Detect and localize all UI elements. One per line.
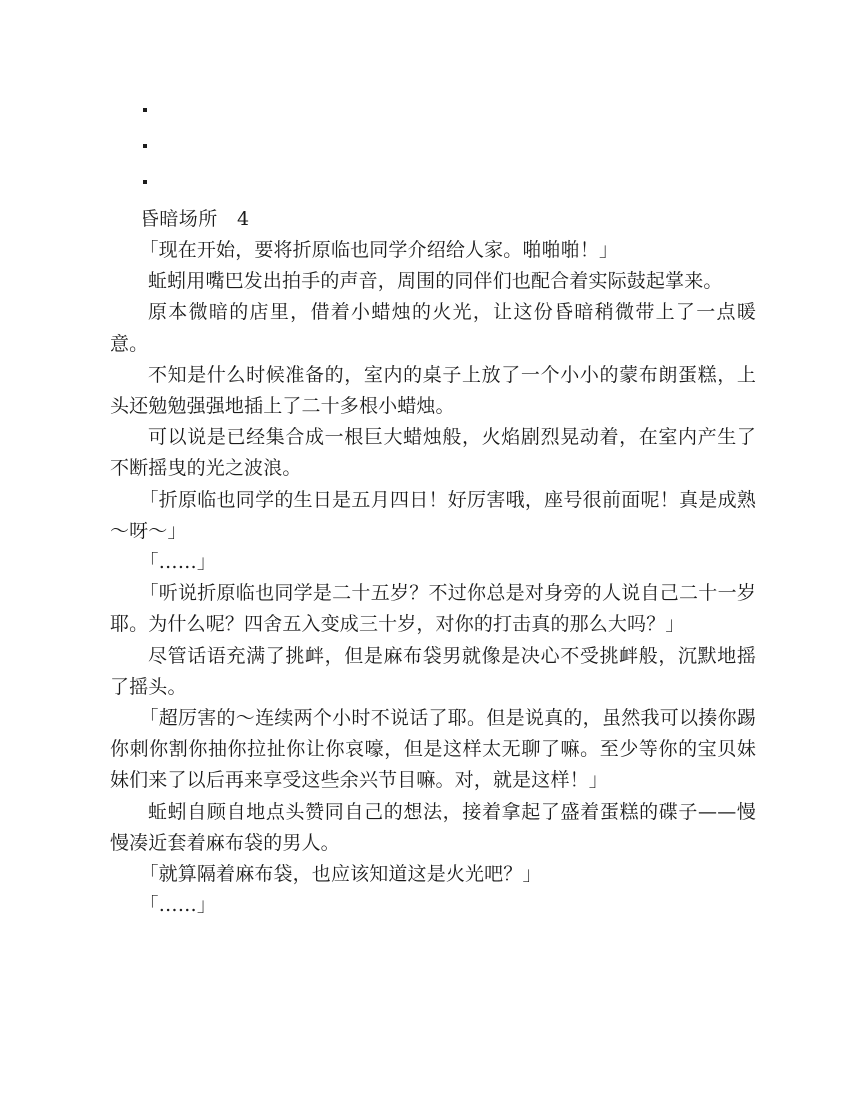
chapter-heading: 昏暗场所 4 <box>140 208 250 230</box>
dialogue-paragraph: 「折原临也同学的生日是五月四日！好厉害哦，座号很前面呢！真是成熟～呀～」 <box>110 488 756 542</box>
dot-marker-line <box>110 168 756 204</box>
narration-paragraph: 蚯蚓自顾自地点头赞同自己的想法，接着拿起了盛着蛋糕的碟子——慢慢凑近套着麻布袋的男人。 <box>110 800 756 854</box>
dot-icon <box>143 144 147 148</box>
dialogue-paragraph: 「现在开始，要将折原临也同学介绍给人家。啪啪啪！」 <box>139 239 619 261</box>
narration-paragraph: 蚯蚓用嘴巴发出拍手的声音，周围的同伴们也配合着实际鼓起掌来。 <box>148 270 723 293</box>
dot-marker-line <box>110 96 756 132</box>
dot-icon <box>143 180 147 184</box>
body-text <box>110 235 756 921</box>
page-content <box>110 96 756 921</box>
narration-paragraph: 尽管话语充满了挑衅，但是麻布袋男就像是决心不受挑衅般，沉默地摇了摇头。 <box>110 644 756 698</box>
dialogue-paragraph: 「听说折原临也同学是二十五岁？不过你总是对身旁的人说自己二十一岁耶。为什么呢？四舍五入变成三十岁，对你的打击真的那么大吗？」 <box>110 582 756 636</box>
dialogue-paragraph: 「……」 <box>139 551 217 574</box>
dot-icon <box>143 108 147 112</box>
narration-paragraph: 可以说是已经集合成一根巨大蜡烛般，火焰剧烈晃动着，在室内产生了不断摇曳的光之波浪。 <box>110 426 756 480</box>
narration-paragraph: 原本微暗的店里，借着小蜡烛的火光，让这份昏暗稍微带上了一点暖意。 <box>110 301 756 355</box>
dialogue-paragraph: 「超厉害的～连续两个小时不说话了耶。但是说真的，虽然我可以揍你踢你刺你割你抽你拉扯你让你哀嚎，但是这样太无聊了嘛。至少等你的宝贝妹妹们来了以后再来享受这些余兴节目嘛。对，就是这样！」 <box>110 707 756 792</box>
dot-marker-line <box>110 132 756 168</box>
dialogue-paragraph: 「……」 <box>139 894 217 917</box>
leading-dot-markers <box>110 96 756 204</box>
narration-paragraph: 不知是什么时候准备的，室内的桌子上放了一个小小的蒙布朗蛋糕，上头还勉勉强强地插上了二十多根小蜡烛。 <box>110 363 756 418</box>
dialogue-paragraph: 「就算隔着麻布袋，也应该知道这是火光吧？」 <box>139 863 542 886</box>
